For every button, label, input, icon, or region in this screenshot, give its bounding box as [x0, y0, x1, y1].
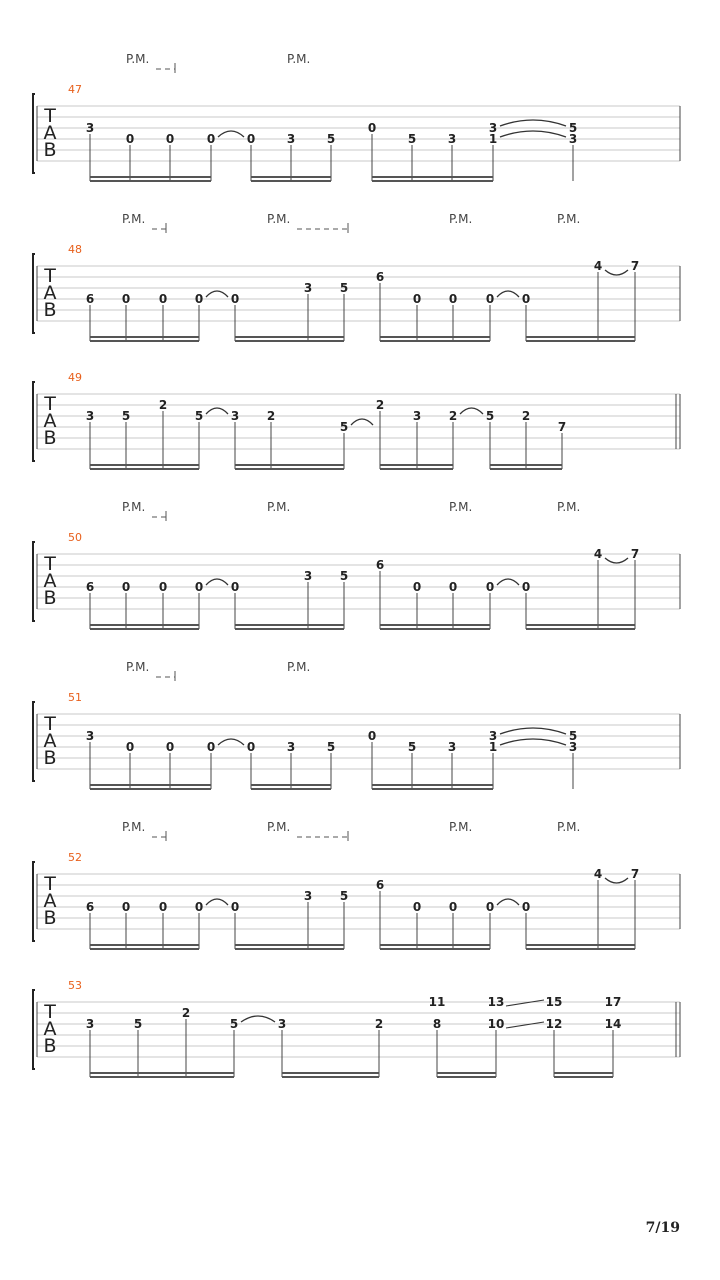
fret-number: 0 [448, 292, 458, 306]
fret-number: 0 [125, 132, 135, 146]
fret-number: 4 [593, 867, 603, 881]
fret-number: 0 [165, 132, 175, 146]
tab-clef-letter: A [43, 570, 57, 592]
fret-number: 5 [194, 409, 204, 423]
beam [90, 624, 199, 626]
fret-number: 3 [303, 281, 313, 295]
tie-arc [241, 1016, 275, 1022]
measure-number: 48 [68, 243, 82, 256]
fret-number: 3 [230, 409, 240, 423]
fret-number: 0 [125, 740, 135, 754]
beam [526, 948, 635, 950]
fret-number: 6 [85, 580, 95, 594]
fret-number: 3 [447, 740, 457, 754]
beam [251, 180, 331, 182]
tie-arc [497, 291, 519, 297]
tie-arc [500, 739, 566, 745]
palm-mute-label: P.M. [122, 212, 146, 226]
fret-number: 4 [593, 259, 603, 273]
beam [235, 944, 344, 946]
fret-number: 5 [326, 740, 336, 754]
fret-number: 0 [485, 580, 495, 594]
fret-number: 13 [487, 995, 505, 1009]
fret-number: 0 [230, 580, 240, 594]
fret-number: 2 [181, 1006, 191, 1020]
fret-number: 0 [194, 900, 204, 914]
beam [282, 1072, 379, 1074]
tab-clef-letter: B [43, 299, 57, 321]
tab-clef-letter: T [44, 393, 56, 415]
beam [90, 336, 199, 338]
fret-number: 0 [521, 900, 531, 914]
fret-number: 5 [339, 420, 349, 434]
tie-arc [500, 131, 566, 137]
beam [251, 784, 331, 786]
fret-number: 3 [303, 569, 313, 583]
fret-number: 10 [487, 1017, 505, 1031]
fret-number: 6 [85, 900, 95, 914]
beam [90, 1076, 234, 1078]
beam [380, 340, 490, 342]
palm-mute-label: P.M. [449, 820, 473, 834]
tie-arc [218, 739, 244, 745]
fret-number: 5 [326, 132, 336, 146]
fret-number: 0 [412, 292, 422, 306]
measure-number: 50 [68, 531, 82, 544]
fret-number: 3 [488, 729, 498, 743]
fret-number: 0 [485, 292, 495, 306]
beam [90, 468, 199, 470]
fret-number: 0 [158, 292, 168, 306]
beam [90, 340, 199, 342]
fret-number: 2 [375, 398, 385, 412]
beam [90, 180, 211, 182]
beam [372, 784, 493, 786]
fret-number: 0 [412, 580, 422, 594]
beam [90, 1072, 234, 1074]
fret-number: 3 [568, 740, 578, 754]
beam [380, 336, 490, 338]
fret-number: 7 [557, 420, 567, 434]
tab-clef-letter: B [43, 1035, 57, 1057]
fret-number: 7 [630, 867, 640, 881]
tab-clef-letter: B [43, 747, 57, 769]
palm-mute-label: P.M. [287, 660, 311, 674]
beam [90, 628, 199, 630]
fret-number: 8 [432, 1017, 442, 1031]
tie-arc [497, 899, 519, 905]
palm-mute-label: P.M. [449, 500, 473, 514]
fret-number: 3 [286, 740, 296, 754]
beam [380, 464, 453, 466]
beam [380, 948, 490, 950]
tab-clef-letter: T [44, 713, 56, 735]
tie-arc [218, 131, 244, 137]
tab-clef-letter: B [43, 139, 57, 161]
fret-number: 0 [121, 580, 131, 594]
beam [90, 784, 211, 786]
beam [251, 176, 331, 178]
beam [251, 788, 331, 790]
tab-clef-letter: T [44, 873, 56, 895]
fret-number: 6 [375, 270, 385, 284]
fret-number: 2 [266, 409, 276, 423]
fret-number: 15 [545, 995, 563, 1009]
fret-number: 3 [568, 132, 578, 146]
fret-number: 0 [230, 292, 240, 306]
beam [437, 1072, 496, 1074]
beam [372, 788, 493, 790]
tab-clef-letter: A [43, 1018, 57, 1040]
fret-number: 3 [488, 121, 498, 135]
palm-mute-label: P.M. [267, 212, 291, 226]
fret-number: 3 [286, 132, 296, 146]
beam [235, 948, 344, 950]
fret-number: 3 [85, 729, 95, 743]
slide-line [506, 1000, 544, 1006]
beam [372, 176, 493, 178]
tie-arc [206, 579, 228, 585]
beam [90, 944, 199, 946]
fret-number: 1 [488, 132, 498, 146]
fret-number: 2 [521, 409, 531, 423]
beam [526, 944, 635, 946]
fret-number: 11 [428, 995, 446, 1009]
fret-number: 7 [630, 259, 640, 273]
tie-arc [351, 419, 373, 425]
beam [372, 180, 493, 182]
beam [380, 624, 490, 626]
fret-number: 5 [407, 740, 417, 754]
slide-line [506, 1022, 544, 1028]
fret-number: 0 [206, 740, 216, 754]
beam [380, 468, 453, 470]
fret-number: 0 [246, 740, 256, 754]
tab-clef-letter: B [43, 907, 57, 929]
fret-number: 7 [630, 547, 640, 561]
fret-number: 6 [375, 558, 385, 572]
fret-number: 5 [229, 1017, 239, 1031]
beam [90, 788, 211, 790]
beam [380, 944, 490, 946]
fret-number: 0 [121, 292, 131, 306]
tie-arc [605, 558, 628, 563]
beam [437, 1076, 496, 1078]
fret-number: 2 [448, 409, 458, 423]
system-bracket [33, 862, 35, 941]
tie-arc [500, 728, 566, 734]
fret-number: 0 [194, 292, 204, 306]
tab-clef-letter: A [43, 282, 57, 304]
fret-number: 1 [488, 740, 498, 754]
beam [526, 340, 635, 342]
fret-number: 0 [165, 740, 175, 754]
fret-number: 0 [367, 729, 377, 743]
beam [554, 1072, 613, 1074]
palm-mute-label: P.M. [122, 820, 146, 834]
measure-number: 51 [68, 691, 82, 704]
fret-number: 5 [339, 889, 349, 903]
fret-number: 0 [448, 580, 458, 594]
tab-clef-letter: T [44, 265, 56, 287]
beam [490, 464, 562, 466]
fret-number: 0 [521, 292, 531, 306]
palm-mute-label: P.M. [449, 212, 473, 226]
system-bracket [33, 542, 35, 621]
beam [554, 1076, 613, 1078]
fret-number: 6 [375, 878, 385, 892]
fret-number: 5 [407, 132, 417, 146]
fret-number: 0 [121, 900, 131, 914]
tie-arc [605, 878, 628, 883]
fret-number: 5 [485, 409, 495, 423]
beam [526, 624, 635, 626]
fret-number: 3 [277, 1017, 287, 1031]
fret-number: 3 [85, 121, 95, 135]
palm-mute-label: P.M. [267, 820, 291, 834]
fret-number: 0 [206, 132, 216, 146]
palm-mute-label: P.M. [557, 820, 581, 834]
fret-number: 0 [246, 132, 256, 146]
fret-number: 0 [485, 900, 495, 914]
beam [235, 464, 344, 466]
fret-number: 3 [85, 409, 95, 423]
measure-number: 52 [68, 851, 82, 864]
tab-clef-letter: A [43, 410, 57, 432]
beam [526, 336, 635, 338]
fret-number: 4 [593, 547, 603, 561]
fret-number: 0 [194, 580, 204, 594]
measure-number: 53 [68, 979, 82, 992]
beam [235, 628, 344, 630]
fret-number: 6 [85, 292, 95, 306]
palm-mute-label: P.M. [126, 660, 150, 674]
tab-clef-letter: T [44, 1001, 56, 1023]
system-bracket [33, 382, 35, 461]
fret-number: 0 [158, 580, 168, 594]
fret-number: 12 [545, 1017, 563, 1031]
beam [90, 176, 211, 178]
fret-number: 0 [412, 900, 422, 914]
tie-arc [460, 408, 483, 414]
system-bracket [33, 990, 35, 1069]
beam [235, 336, 344, 338]
tab-clef-letter: T [44, 105, 56, 127]
fret-number: 5 [568, 121, 578, 135]
fret-number: 5 [339, 281, 349, 295]
fret-number: 3 [303, 889, 313, 903]
palm-mute-label: P.M. [122, 500, 146, 514]
system-bracket [33, 94, 35, 173]
beam [235, 340, 344, 342]
palm-mute-label: P.M. [267, 500, 291, 514]
system-bracket [33, 702, 35, 781]
beam [90, 464, 199, 466]
system-bracket [33, 254, 35, 333]
beam [90, 948, 199, 950]
fret-number: 3 [412, 409, 422, 423]
tab-clef-letter: A [43, 890, 57, 912]
tab-clef-letter: B [43, 427, 57, 449]
measure-number: 47 [68, 83, 82, 96]
tab-clef-letter: A [43, 730, 57, 752]
palm-mute-label: P.M. [287, 52, 311, 66]
fret-number: 2 [158, 398, 168, 412]
tie-arc [605, 270, 628, 275]
tab-clef-letter: T [44, 553, 56, 575]
fret-number: 3 [447, 132, 457, 146]
tie-arc [500, 120, 566, 126]
fret-number: 0 [158, 900, 168, 914]
tie-arc [206, 408, 228, 414]
page-number: 7/19 [645, 1220, 680, 1236]
fret-number: 0 [521, 580, 531, 594]
palm-mute-label: P.M. [126, 52, 150, 66]
tie-arc [206, 899, 228, 905]
fret-number: 17 [604, 995, 622, 1009]
tab-clef-letter: A [43, 122, 57, 144]
fret-number: 5 [133, 1017, 143, 1031]
beam [526, 628, 635, 630]
fret-number: 5 [121, 409, 131, 423]
fret-number: 0 [367, 121, 377, 135]
beam [490, 468, 562, 470]
tie-arc [206, 291, 228, 297]
measure-number: 49 [68, 371, 82, 384]
tie-arc [497, 579, 519, 585]
palm-mute-label: P.M. [557, 212, 581, 226]
beam [235, 468, 344, 470]
tab-clef-letter: B [43, 587, 57, 609]
fret-number: 2 [374, 1017, 384, 1031]
beam [235, 624, 344, 626]
fret-number: 3 [85, 1017, 95, 1031]
beam [282, 1076, 379, 1078]
beam [380, 628, 490, 630]
fret-number: 0 [230, 900, 240, 914]
fret-number: 14 [604, 1017, 622, 1031]
fret-number: 5 [339, 569, 349, 583]
palm-mute-label: P.M. [557, 500, 581, 514]
fret-number: 5 [568, 729, 578, 743]
fret-number: 0 [448, 900, 458, 914]
